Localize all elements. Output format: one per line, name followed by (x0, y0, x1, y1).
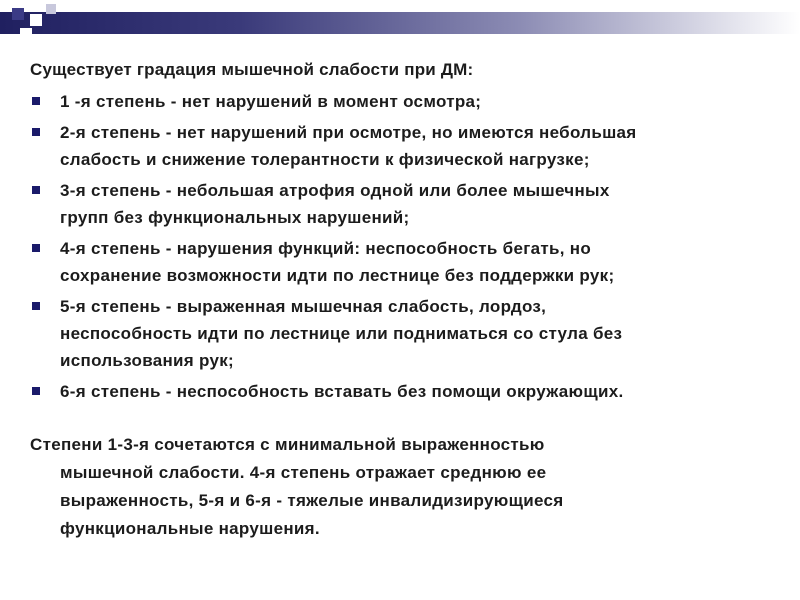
grade-line: 3-я степень - небольшая атрофия одной или более мышечных (60, 181, 610, 200)
square-bullet-icon (32, 244, 40, 252)
list-item (30, 378, 770, 405)
header-decoration-bar (0, 12, 800, 34)
grade-line: слабость и снижение толерантности к физической нагрузке; (60, 150, 590, 169)
list-item (30, 88, 770, 115)
grade-line: 6-я степень - неспособность вставать без помощи окружающих. (60, 382, 624, 401)
grade-line: 2-я степень - нет нарушений при осмотре, но имеются небольшая (60, 123, 637, 142)
summary-line: выраженность, 5-я и 6-я - тяжелые инвалидизирующиеся (60, 491, 564, 510)
grade-line: 5-я степень - выраженная мышечная слабость, лордоз, (60, 297, 547, 316)
summary-line: мышечной слабости. 4-я степень отражает среднюю ее (60, 463, 547, 482)
square-bullet-icon (32, 387, 40, 395)
decor-square (46, 4, 56, 14)
summary-paragraph (30, 431, 770, 543)
grades-list (30, 88, 770, 405)
list-item (30, 293, 770, 374)
decor-square (20, 28, 32, 40)
summary-line: функциональные нарушения. (60, 519, 320, 538)
square-bullet-icon (32, 302, 40, 310)
list-item (30, 177, 770, 231)
square-bullet-icon (32, 186, 40, 194)
grade-line: 1 -я степень - нет нарушений в момент осмотра; (60, 92, 482, 111)
slide-intro: Существует градация мышечной слабости при ДМ: (30, 60, 474, 79)
decor-square (30, 14, 42, 26)
square-bullet-icon (32, 97, 40, 105)
square-bullet-icon (32, 128, 40, 136)
grade-line: групп без функциональных нарушений; (60, 208, 410, 227)
decor-square (12, 8, 24, 20)
grade-line: использования рук; (60, 351, 235, 370)
summary-line: Степени 1-3-я сочетаются с минимальной выраженностью (30, 435, 545, 454)
grade-line: сохранение возможности идти по лестнице без поддержки рук; (60, 266, 615, 285)
slide-content (30, 58, 770, 543)
list-item (30, 119, 770, 173)
grade-line: неспособность идти по лестнице или подниматься со стула без (60, 324, 623, 343)
grade-line: 4-я степень - нарушения функций: неспособность бегать, но (60, 239, 592, 258)
list-item (30, 235, 770, 289)
